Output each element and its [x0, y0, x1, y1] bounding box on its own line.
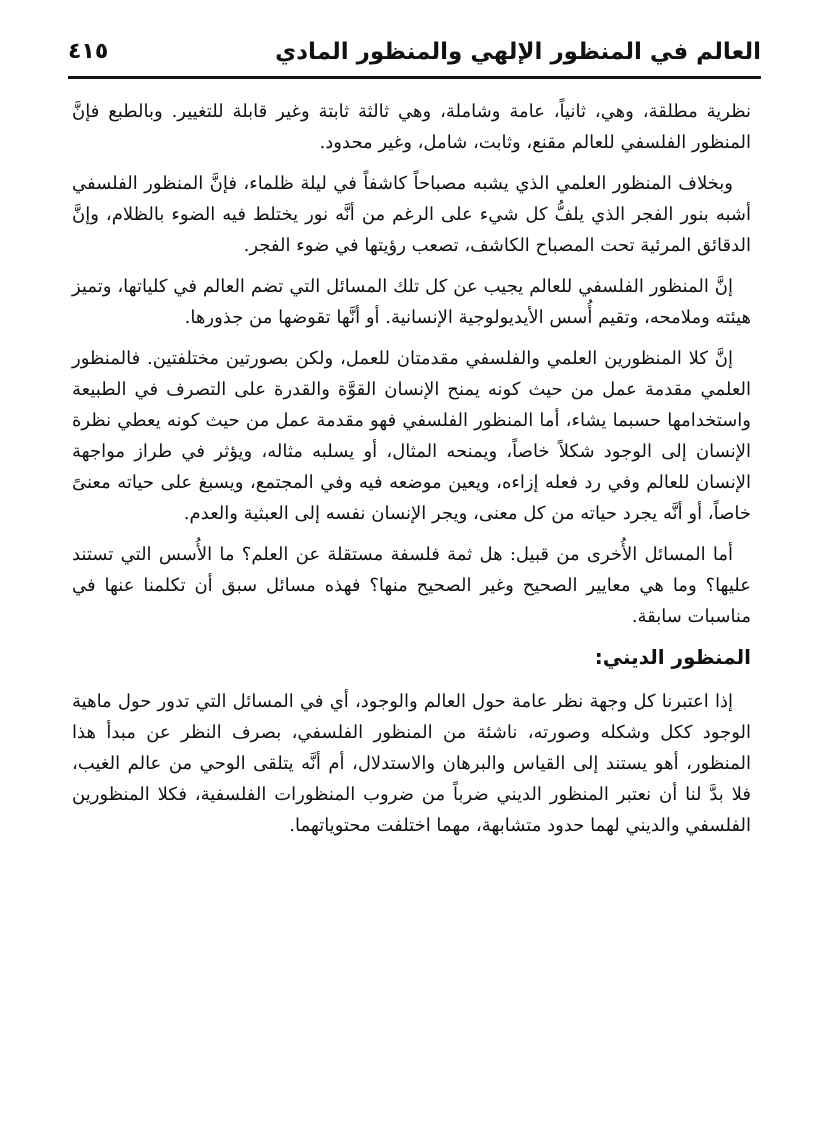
page-number: ٤١٥	[68, 39, 109, 64]
page-header	[68, 26, 761, 72]
running-title: العالم في المنظور الإلهي والمنظور المادي	[275, 39, 761, 65]
paragraph-1: نظرية مطلقة، وهي، ثانياً، عامة وشاملة، وهي ثالثة ثابتة وغير قابلة للتغيير. وبالطبع فإنَّ المنظور الفلسفي للعالم مقنع، وثابت، شامل، وغير محدود.	[72, 101, 751, 153]
section-paragraph: إذا اعتبرنا كل وجهة نظر عامة حول العالم والوجود، أي في المسائل التي تدور حول ماهية الوجود ككل وشكله وصورته، ناشئة من المنظور الفلسفي، بصرف النظر عن مبدأ هذا المنظور، أهو يستند إلى القياس والبرهان والاستدلال، أم أنَّه يتلقى الوحي من عالم الغيب، فلا بدَّ لنا أن نعتبر المنظور الديني ضرباً من ضروب المنظورات الفلسفية، فكلا المنظورين الفلسفي والديني لهما حدود متشابهة، مهما اختلفت محتوياتهما.	[72, 691, 751, 836]
paragraph-3: إنَّ المنظور الفلسفي للعالم يجيب عن كل تلك المسائل التي تضم العالم في كلياتها، وتميز هيئته وملامحه، وتقيم أُسس الأيديولوجية الإنسانية. أو أنَّها تقوضها من جذورها.	[72, 276, 751, 328]
body-text	[72, 96, 751, 851]
paragraph-2: وبخلاف المنظور العلمي الذي يشبه مصباحاً كاشفاً في ليلة ظلماء، فإنَّ المنظور الفلسفي أشبه بنور الفجر الذي يلفُّ كل شيء على الرغم من أنَّه نور يختلط فيه الضوء بالظلام، وإنَّ الدقائق المرئية تحت المصباح الكاشف، تصعب رؤيتها في ضوء الفجر.	[72, 173, 751, 256]
paragraph-4: إنَّ كلا المنظورين العلمي والفلسفي مقدمتان للعمل، ولكن بصورتين مختلفتين. فالمنظور العلمي مقدمة عمل من حيث كونه يمنح الإنسان القوَّة والقدرة على التصرف في الطبيعة واستخدامها حسبما يشاء، أما المنظور الفلسفي فهو مقدمة عمل من حيث كونه يعطي نظرة الإنسان إلى الوجود شكلاً خاصاً، ويمنحه المثال، أو يسلبه مثاله، ويؤثر في طراز مواجهة الإنسان للعالم وفي رد فعله إزاءه، ويعين موضعه فيه وفي المجتمع، ويسبغ على حياته معنىً خاصاً، أو أنَّه يجرد حياته من كل معنى، ويجر الإنسان نفسه إلى العبثية والعدم.	[72, 348, 751, 524]
paragraph-5: أما المسائل الأُخرى من قبيل: هل ثمة فلسفة مستقلة عن العلم؟ ما الأُسس التي تستند عليها؟ وما هي معايير الصحيح وغير الصحيح منها؟ فهذه مسائل سبق أن تكلمنا عنها في مناسبات سابقة.	[72, 544, 751, 627]
section-heading: المنظور الديني:	[594, 645, 751, 669]
header-divider	[68, 76, 761, 79]
